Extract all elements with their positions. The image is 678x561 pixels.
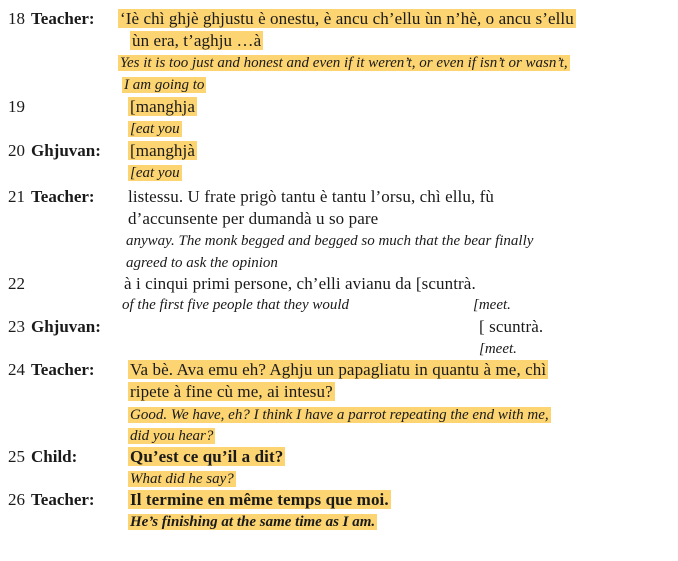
translation-line: He’s finishing at the same time as I am. bbox=[130, 514, 376, 530]
speaker-label: Teacher: bbox=[31, 187, 95, 206]
speaker-label: Ghjuvan: bbox=[31, 317, 101, 336]
line-number: 25 bbox=[8, 447, 25, 466]
translation-line: of the first five people that they would bbox=[122, 297, 350, 313]
line-number: 26 bbox=[8, 490, 25, 509]
translation-line: [eat you bbox=[130, 121, 180, 137]
line-number: 24 bbox=[8, 360, 25, 379]
utterance-line: à i cinqui primi persone, ch’elli avianu da [scuntrà. bbox=[124, 274, 476, 293]
translation-line: [meet. bbox=[473, 297, 511, 313]
translation-line: agreed to ask the opinion bbox=[126, 255, 278, 271]
line-number: 22 bbox=[8, 274, 25, 293]
line-number: 19 bbox=[8, 97, 25, 116]
speaker-label: Child: bbox=[31, 447, 78, 466]
line-number: 23 bbox=[8, 317, 25, 336]
translation-line: Yes it is too just and honest and even if it weren’t, or even if isn’t or wasn’t, bbox=[120, 55, 568, 71]
utterance-line: Qu’est ce qu’il a dit? bbox=[130, 447, 284, 466]
translation-line: Good. We have, eh? I think I have a parrot repeating the end with me, bbox=[130, 407, 549, 423]
speaker-label: Ghjuvan: bbox=[31, 141, 101, 160]
utterance-line: ùn era, t’aghju …à bbox=[132, 31, 262, 50]
utterance-line: ‘Iè chì ghjè ghjustu è onestu, è ancu ch’ellu ùn n’hè, o ancu s’ellu bbox=[120, 9, 574, 28]
line-number: 21 bbox=[8, 187, 25, 206]
translation-line: What did he say? bbox=[130, 471, 234, 487]
utterance-line: [manghjà bbox=[130, 141, 195, 160]
utterance-line: Il termine en même temps que moi. bbox=[130, 490, 389, 509]
translation-line: did you hear? bbox=[130, 428, 214, 444]
utterance-line: Va bè. Ava emu eh? Aghju un papagliatu in quantu à me, chì bbox=[130, 360, 547, 379]
utterance-line: listessu. U frate prigò tantu è tantu l’orsu, chì ellu, fù bbox=[128, 187, 495, 206]
utterance-line: d’accunsente per dumandà u so pare bbox=[128, 209, 379, 228]
speaker-label: Teacher: bbox=[31, 9, 95, 28]
speaker-label: Teacher: bbox=[31, 360, 95, 379]
translation-line: [meet. bbox=[479, 341, 517, 357]
translation-line: I am going to bbox=[124, 77, 205, 93]
utterance-line: [ scuntrà. bbox=[479, 317, 544, 336]
translation-line: [eat you bbox=[130, 165, 180, 181]
line-number: 18 bbox=[8, 9, 25, 28]
speaker-label: Teacher: bbox=[31, 490, 95, 509]
utterance-line: [manghja bbox=[130, 97, 195, 116]
line-number: 20 bbox=[8, 141, 25, 160]
utterance-line: ripete à fine cù me, ai intesu? bbox=[130, 382, 333, 401]
translation-line: anyway. The monk begged and begged so much that the bear finally bbox=[126, 233, 534, 249]
